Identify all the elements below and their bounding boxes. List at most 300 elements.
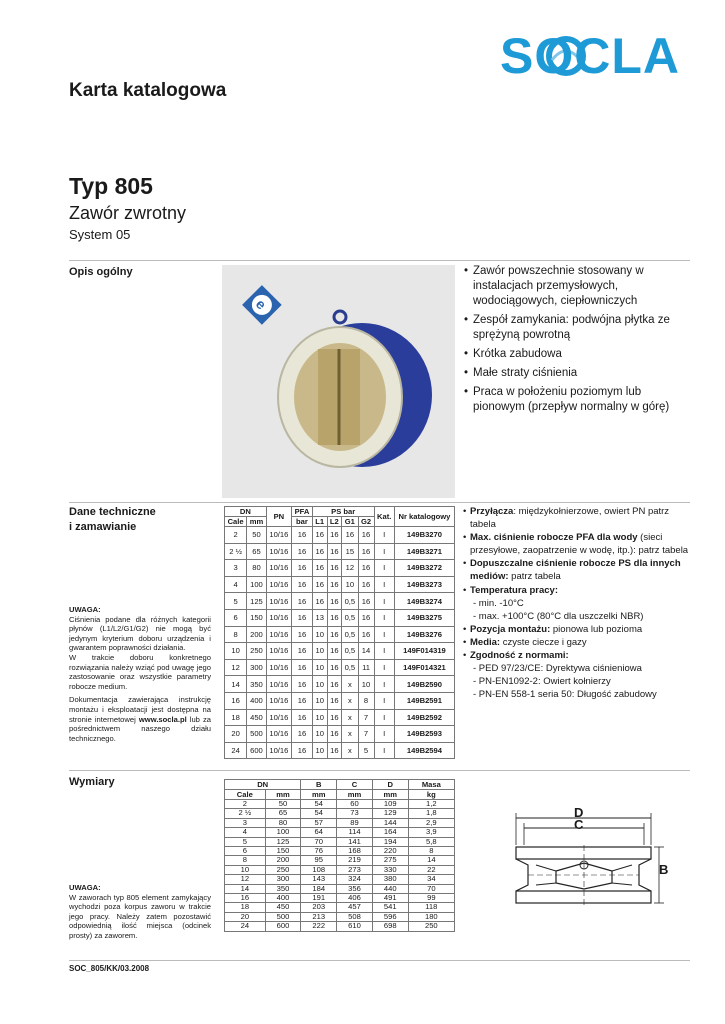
table-cell: 16 xyxy=(327,742,342,759)
table-cell: 10 xyxy=(342,576,358,593)
table-row xyxy=(225,865,455,874)
table-cell: 73 xyxy=(337,809,373,818)
table-cell: 76 xyxy=(301,847,337,856)
col-pfa: PFA xyxy=(292,507,313,517)
table-cell: 64 xyxy=(301,828,337,837)
table-row xyxy=(225,543,455,560)
table-cell: 16 xyxy=(358,560,374,577)
table-cell: 141 xyxy=(337,837,373,846)
table-cell: 0,5 xyxy=(342,593,358,610)
table-row xyxy=(225,837,455,846)
tech-note-p2: W trakcie doboru konkretnego rozwiązania należy wziąć pod uwagę jego zastosowanie oraz wszystkie parametry robocze medium. xyxy=(69,652,211,691)
table-cell: 5 xyxy=(358,742,374,759)
table-cell: 191 xyxy=(301,894,337,903)
table-cell: 16 xyxy=(292,543,313,560)
table-cell: 698 xyxy=(372,922,408,931)
table-cell: 89 xyxy=(337,818,373,827)
table-cell: 13 xyxy=(312,609,327,626)
table-cell: 80 xyxy=(265,818,301,827)
table-cell: 125 xyxy=(247,593,267,610)
table-cell: 16 xyxy=(327,659,342,676)
table-cell: 16 xyxy=(292,726,313,743)
table-cell: 200 xyxy=(247,626,267,643)
table-cell: 10 xyxy=(312,676,327,693)
table-row xyxy=(225,676,455,693)
col-mm: mm xyxy=(337,790,373,800)
table-cell: 50 xyxy=(265,800,301,809)
table-row xyxy=(225,643,455,660)
tech-note-p3 xyxy=(69,695,211,743)
table-cell: 7 xyxy=(358,709,374,726)
table-cell: 12 xyxy=(225,659,247,676)
table-cell: 500 xyxy=(247,726,267,743)
table-cell: 300 xyxy=(265,875,301,884)
table-cell: 273 xyxy=(337,865,373,874)
spec-ps xyxy=(463,557,695,583)
col-mm: mm xyxy=(372,790,408,800)
table-cell: 149B3272 xyxy=(394,560,454,577)
table-cell: 16 xyxy=(292,643,313,660)
table-row xyxy=(225,692,455,709)
divider xyxy=(69,260,690,261)
brand-logo xyxy=(500,30,690,82)
tech-note-p1: Ciśnienia podane dla różnych kategorii płynów (L1/L2/G1/G2) nie mogą być jedynym kryterium doboru urządzenia i gwarantem poprawności działania. xyxy=(69,614,211,653)
table-cell: 16 xyxy=(327,543,342,560)
table-cell: 10/16 xyxy=(266,709,291,726)
table-cell: 440 xyxy=(372,884,408,893)
table-cell: 149B3274 xyxy=(394,593,454,610)
col-g2: G2 xyxy=(358,517,374,527)
col-pn: PN xyxy=(266,507,291,527)
table-cell: I xyxy=(374,742,394,759)
table-cell: 149B3276 xyxy=(394,626,454,643)
spec-norms xyxy=(463,649,695,662)
table-cell: 16 xyxy=(312,527,327,544)
table-cell: 149F014321 xyxy=(394,659,454,676)
table-cell: 16 xyxy=(312,543,327,560)
section-label-tech-line1: Dane techniczne xyxy=(69,506,156,518)
table-cell: 10 xyxy=(358,676,374,693)
spec-pfa xyxy=(463,531,695,557)
website-link[interactable]: www.socla.pl xyxy=(138,714,187,724)
table-cell: 65 xyxy=(265,809,301,818)
table-cell: 500 xyxy=(265,912,301,921)
table-cell: 2 xyxy=(225,800,266,809)
table-cell: 16 xyxy=(327,527,342,544)
col-c: C xyxy=(337,780,373,790)
valve-drawing-icon xyxy=(496,805,676,950)
table-cell: 16 xyxy=(225,692,247,709)
svg-text:e: e xyxy=(252,295,270,313)
table-cell: 149F014319 xyxy=(394,643,454,660)
table-cell: 100 xyxy=(247,576,267,593)
table-row xyxy=(225,576,455,593)
table-cell: 150 xyxy=(247,609,267,626)
table-cell: 60 xyxy=(337,800,373,809)
table-cell: 356 xyxy=(337,884,373,893)
table-cell: 16 xyxy=(292,692,313,709)
table-cell: 15 xyxy=(342,543,358,560)
table-row xyxy=(225,847,455,856)
table-cell: 450 xyxy=(265,903,301,912)
table-cell: I xyxy=(374,643,394,660)
table-cell: 250 xyxy=(247,643,267,660)
table-cell: 16 xyxy=(312,576,327,593)
table-cell: x xyxy=(342,692,358,709)
table-cell: I xyxy=(374,709,394,726)
table-cell: 16 xyxy=(342,527,358,544)
tech-table xyxy=(224,506,455,759)
table-cell: 457 xyxy=(337,903,373,912)
table-cell: I xyxy=(374,593,394,610)
table-cell: 1,2 xyxy=(408,800,454,809)
divider xyxy=(69,770,690,771)
table-cell: 3 xyxy=(225,818,266,827)
table-cell: 16 xyxy=(292,527,313,544)
table-cell: 70 xyxy=(301,837,337,846)
dims-note xyxy=(69,883,211,941)
table-row xyxy=(225,903,455,912)
table-cell: 10/16 xyxy=(266,576,291,593)
table-cell: 10 xyxy=(225,865,266,874)
table-cell: I xyxy=(374,527,394,544)
table-cell: 150 xyxy=(265,847,301,856)
drawing-label-b: B xyxy=(659,862,669,877)
table-cell: 8 xyxy=(408,847,454,856)
table-cell: 16 xyxy=(225,894,266,903)
spec-position-text: pionowa lub pozioma xyxy=(550,623,643,635)
table-cell: 8 xyxy=(225,626,247,643)
spec-media-text: czyste ciecze i gazy xyxy=(500,636,587,648)
spec-norm-1: - PED 97/23/CE: Dyrektywa ciśnieniowa xyxy=(473,663,642,675)
table-cell: I xyxy=(374,543,394,560)
table-cell: 8 xyxy=(358,692,374,709)
table-cell: 149B2594 xyxy=(394,742,454,759)
table-cell: 168 xyxy=(337,847,373,856)
table-cell: 11 xyxy=(358,659,374,676)
spec-temp xyxy=(463,584,695,597)
table-cell: 149B3275 xyxy=(394,609,454,626)
table-cell: 149B2590 xyxy=(394,676,454,693)
table-cell: 65 xyxy=(247,543,267,560)
table-cell: 10 xyxy=(225,643,247,660)
table-cell: 600 xyxy=(265,922,301,931)
table-cell: x xyxy=(342,742,358,759)
table-cell: 10 xyxy=(312,643,327,660)
table-row xyxy=(225,809,455,818)
table-cell: 219 xyxy=(337,856,373,865)
general-bullet: • Krótka zabudowa xyxy=(464,347,692,362)
table-row xyxy=(225,742,455,759)
table-cell: 16 xyxy=(358,576,374,593)
table-row xyxy=(225,609,455,626)
spec-pfa-label: Max. ciśnienie robocze PFA dla wody xyxy=(470,532,638,544)
table-cell: 108 xyxy=(301,865,337,874)
spec-pfa-text: (sieci przesyłowe, zaopatrzenie w wodę, itp.): patrz tabela xyxy=(470,532,689,557)
table-cell: 149B2591 xyxy=(394,692,454,709)
table-cell: 0,5 xyxy=(342,609,358,626)
table-cell: 14 xyxy=(225,676,247,693)
table-cell: I xyxy=(374,676,394,693)
table-cell: 149B3271 xyxy=(394,543,454,560)
general-bullet: • Małe straty ciśnienia xyxy=(464,366,692,381)
table-cell: 16 xyxy=(358,626,374,643)
table-cell: 10/16 xyxy=(266,609,291,626)
table-cell: 16 xyxy=(358,543,374,560)
spec-connection-label: Przyłącza xyxy=(470,506,514,517)
section-label-dims: Wymiary xyxy=(69,776,115,788)
spec-ps-text: patrz tabela xyxy=(508,571,561,583)
table-cell: 10 xyxy=(312,692,327,709)
table-cell: 70 xyxy=(408,884,454,893)
table-cell: 16 xyxy=(327,626,342,643)
spec-temp-label: Temperatura pracy: xyxy=(470,584,558,596)
tech-note-p3b-text: lub za pośrednictwem naszego działu technicznego. xyxy=(69,714,211,743)
table-cell: 16 xyxy=(327,576,342,593)
tech-note-p3-text: Dokumentacja zawierająca instrukcję montażu i eksploatacji jest dostępna na stronie internetowej xyxy=(69,695,211,724)
spec-connection-text: : międzykołnierzowe, owiert PN patrz tabela xyxy=(470,506,670,531)
table-cell: 250 xyxy=(265,865,301,874)
table-cell: x xyxy=(342,726,358,743)
tech-specs xyxy=(463,505,695,701)
table-cell: 10/16 xyxy=(266,593,291,610)
table-cell: 10 xyxy=(312,626,327,643)
footer-code: SOC_805/KK/03.2008 xyxy=(69,964,150,973)
table-cell: I xyxy=(374,659,394,676)
col-b: B xyxy=(301,780,337,790)
table-cell: 16 xyxy=(327,609,342,626)
table-row xyxy=(225,884,455,893)
table-cell: 10/16 xyxy=(266,676,291,693)
table-cell: 250 xyxy=(408,922,454,931)
table-cell: 16 xyxy=(358,609,374,626)
spec-connection xyxy=(463,505,695,531)
table-cell: 143 xyxy=(301,875,337,884)
table-cell: 100 xyxy=(265,828,301,837)
table-cell: 450 xyxy=(247,709,267,726)
col-bar: bar xyxy=(292,517,313,527)
table-row xyxy=(225,912,455,921)
col-dn: DN xyxy=(225,507,267,517)
table-cell: 10/16 xyxy=(266,692,291,709)
table-cell: 6 xyxy=(225,847,266,856)
table-cell: I xyxy=(374,560,394,577)
table-row xyxy=(225,828,455,837)
table-cell: 54 xyxy=(301,809,337,818)
spec-ps-label: Dopuszczalne ciśnienie robocze PS dla innych mediów: xyxy=(470,558,681,583)
table-cell: I xyxy=(374,609,394,626)
table-cell: 2 ½ xyxy=(225,543,247,560)
table-cell: 16 xyxy=(312,560,327,577)
col-masa: Masa xyxy=(408,780,454,790)
table-cell: 149B3273 xyxy=(394,576,454,593)
table-cell: 10 xyxy=(312,742,327,759)
table-cell: 10 xyxy=(312,709,327,726)
table-cell: 184 xyxy=(301,884,337,893)
table-cell: 406 xyxy=(337,894,373,903)
table-cell: 10/16 xyxy=(266,742,291,759)
table-cell: 10/16 xyxy=(266,626,291,643)
table-cell: 4 xyxy=(225,576,247,593)
table-cell: 16 xyxy=(292,742,313,759)
logo-text: SOCLA xyxy=(500,28,680,84)
table-cell: 10/16 xyxy=(266,543,291,560)
table-cell: 1,8 xyxy=(408,809,454,818)
table-cell: I xyxy=(374,692,394,709)
table-row xyxy=(225,527,455,544)
table-cell: 610 xyxy=(337,922,373,931)
table-cell: 16 xyxy=(312,593,327,610)
section-label-tech-line2: i zamawianie xyxy=(69,521,137,533)
table-cell: 8 xyxy=(225,856,266,865)
table-cell: I xyxy=(374,576,394,593)
col-g1: G1 xyxy=(342,517,358,527)
col-dn: DN xyxy=(225,780,301,790)
col-mm: mm xyxy=(247,517,267,527)
table-row xyxy=(225,593,455,610)
table-row xyxy=(225,560,455,577)
table-cell: 129 xyxy=(372,809,408,818)
spec-temp-max: - max. +100°C (80°C dla uszczelki NBR) xyxy=(473,610,644,622)
table-cell: 10/16 xyxy=(266,659,291,676)
col-mm: mm xyxy=(301,790,337,800)
table-cell: 2 ½ xyxy=(225,809,266,818)
table-cell: 203 xyxy=(301,903,337,912)
spec-media xyxy=(463,636,695,649)
col-cale: Cale xyxy=(225,790,266,800)
table-row xyxy=(225,626,455,643)
table-cell: 95 xyxy=(301,856,337,865)
col-l2: L2 xyxy=(327,517,342,527)
table-row xyxy=(225,709,455,726)
table-cell: 5,8 xyxy=(408,837,454,846)
table-cell: 20 xyxy=(225,912,266,921)
table-cell: 149B2593 xyxy=(394,726,454,743)
table-cell: 99 xyxy=(408,894,454,903)
table-cell: 54 xyxy=(301,800,337,809)
table-cell: 16 xyxy=(292,709,313,726)
table-cell: 330 xyxy=(372,865,408,874)
table-cell: 3 xyxy=(225,560,247,577)
table-cell: 350 xyxy=(247,676,267,693)
product-image xyxy=(222,265,455,498)
table-cell: 16 xyxy=(327,643,342,660)
table-cell: 10 xyxy=(312,726,327,743)
table-cell: 0,5 xyxy=(342,659,358,676)
product-system: System 05 xyxy=(69,227,131,242)
table-cell: 12 xyxy=(225,875,266,884)
table-cell: 400 xyxy=(247,692,267,709)
table-cell: 16 xyxy=(292,676,313,693)
col-mm: mm xyxy=(265,790,301,800)
table-row xyxy=(225,894,455,903)
table-cell: 22 xyxy=(408,865,454,874)
table-cell: 10/16 xyxy=(266,560,291,577)
table-cell: 400 xyxy=(265,894,301,903)
table-cell: 16 xyxy=(327,692,342,709)
table-cell: 180 xyxy=(408,912,454,921)
dims-note-text: W zaworach typ 805 element zamykający wychodzi poza korpus zaworu w trakcie jego pracy. Należy zatem pozostawić odpowiednią ilość miejsca (odcinek prosty) za zaworem. xyxy=(69,892,211,940)
table-cell: 508 xyxy=(337,912,373,921)
table-cell: 194 xyxy=(372,837,408,846)
drawing-label-c: C xyxy=(574,817,584,832)
table-cell: 80 xyxy=(247,560,267,577)
table-cell: 16 xyxy=(327,726,342,743)
table-cell: 4 xyxy=(225,828,266,837)
spec-norm-2: - PN-EN1092-2: Owiert kołnierzy xyxy=(473,676,611,688)
table-cell: 600 xyxy=(247,742,267,759)
drawing-label-d: D xyxy=(574,805,584,820)
table-cell: 57 xyxy=(301,818,337,827)
table-cell: 109 xyxy=(372,800,408,809)
table-cell: 14 xyxy=(408,856,454,865)
table-row xyxy=(225,818,455,827)
table-cell: 16 xyxy=(292,576,313,593)
col-ps: PS bar xyxy=(312,507,374,517)
table-cell: 20 xyxy=(225,726,247,743)
table-cell: 380 xyxy=(372,875,408,884)
tech-note-title: UWAGA: xyxy=(69,605,101,614)
table-cell: 16 xyxy=(292,659,313,676)
table-cell: 118 xyxy=(408,903,454,912)
spec-norm-3: - PN-EN 558-1 seria 50: Długość zabudowy xyxy=(473,689,657,701)
table-cell: 50 xyxy=(247,527,267,544)
doc-type-title: Karta katalogowa xyxy=(69,80,227,101)
product-name: Zawór zwrotny xyxy=(69,203,187,223)
divider xyxy=(69,502,690,503)
col-kat: Kat. xyxy=(374,507,394,527)
table-cell: 3,9 xyxy=(408,828,454,837)
table-cell: 220 xyxy=(372,847,408,856)
col-cale: Cale xyxy=(225,517,247,527)
table-cell: 596 xyxy=(372,912,408,921)
table-cell: 10/16 xyxy=(266,643,291,660)
general-bullet: • Praca w położeniu poziomym lub pionowym (przepływ normalny w górę) xyxy=(464,385,692,415)
col-kg: kg xyxy=(408,790,454,800)
table-cell: 16 xyxy=(358,593,374,610)
table-cell: 350 xyxy=(265,884,301,893)
table-cell: 16 xyxy=(327,709,342,726)
table-cell: I xyxy=(374,726,394,743)
table-cell: 0,5 xyxy=(342,626,358,643)
table-cell: 16 xyxy=(292,626,313,643)
table-cell: 2 xyxy=(225,527,247,544)
table-cell: 324 xyxy=(337,875,373,884)
table-cell: 149B3270 xyxy=(394,527,454,544)
table-cell: x xyxy=(342,709,358,726)
table-cell: 6 xyxy=(225,609,247,626)
table-cell: 16 xyxy=(292,593,313,610)
table-cell: 12 xyxy=(342,560,358,577)
table-cell: 222 xyxy=(301,922,337,931)
table-row xyxy=(225,875,455,884)
table-cell: 114 xyxy=(337,828,373,837)
table-cell: 16 xyxy=(358,527,374,544)
table-cell: 14 xyxy=(358,643,374,660)
table-row xyxy=(225,659,455,676)
divider xyxy=(69,960,690,961)
general-bullet: • Zawór powszechnie stosowany w instalacjach przemysłowych, wodociągowych, ciepłowniczych xyxy=(464,264,692,309)
table-cell: 16 xyxy=(327,560,342,577)
tech-note xyxy=(69,605,211,743)
col-nr: Nr katalogowy xyxy=(394,507,454,527)
section-label-general: Opis ogólny xyxy=(69,266,133,278)
spec-position xyxy=(463,623,695,636)
table-cell: 491 xyxy=(372,894,408,903)
table-cell: 5 xyxy=(225,593,247,610)
product-type: Typ 805 xyxy=(69,173,153,199)
table-cell: 213 xyxy=(301,912,337,921)
